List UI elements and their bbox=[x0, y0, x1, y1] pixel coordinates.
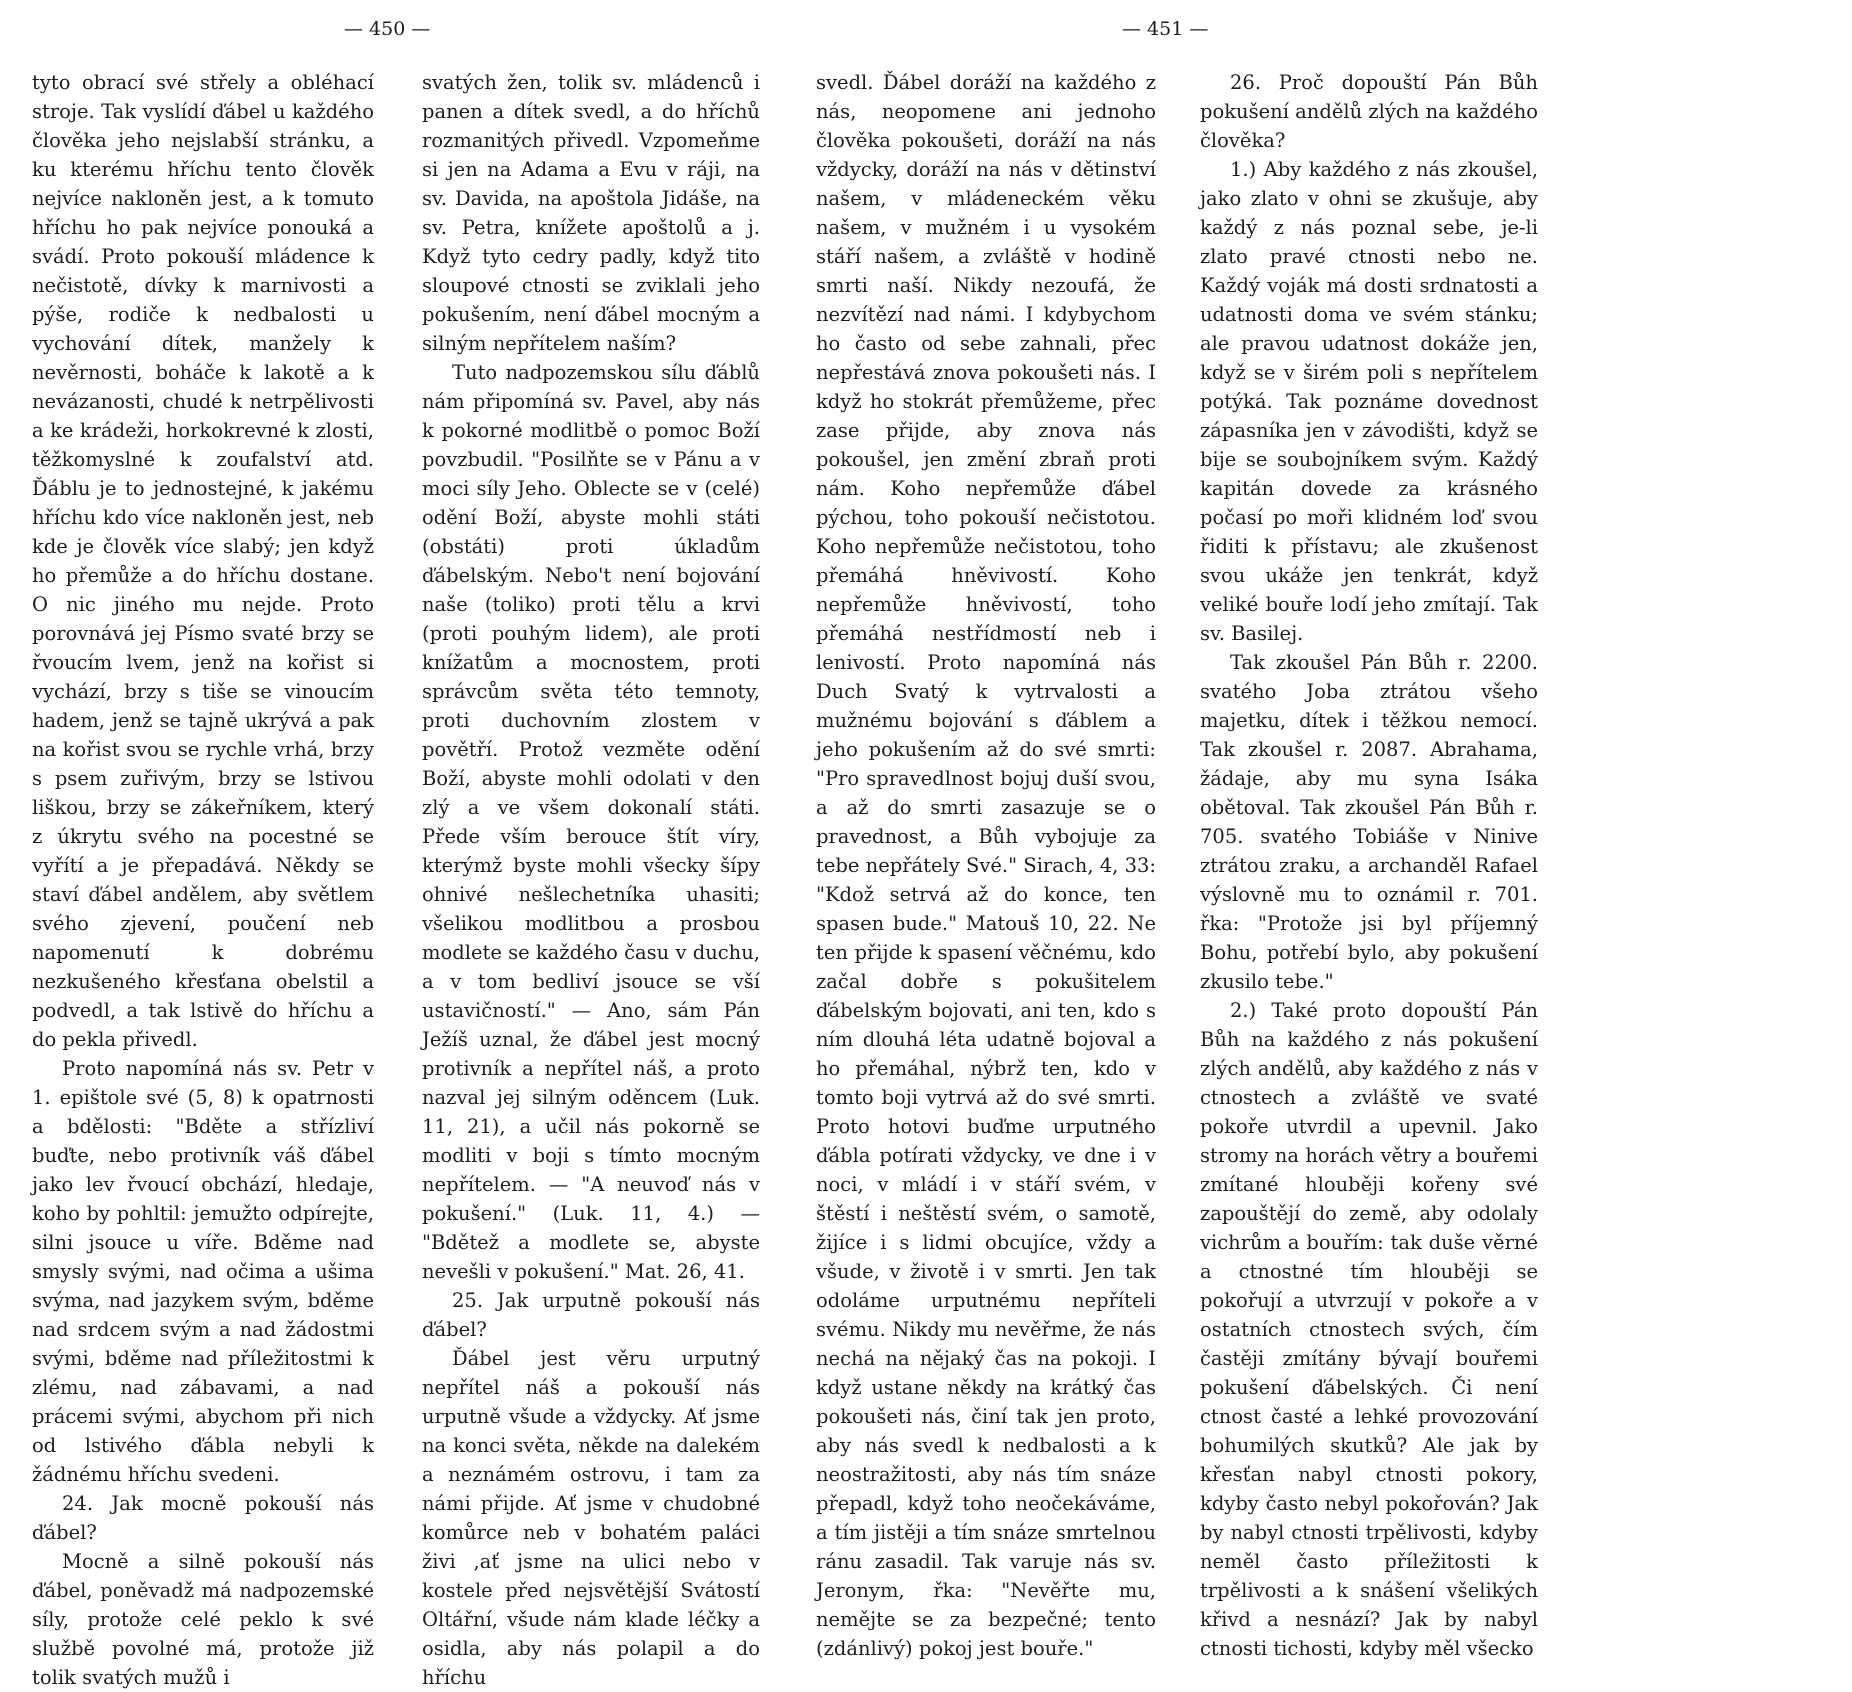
text-column-3 bbox=[816, 68, 1156, 1663]
page-number-right: — 451 — bbox=[1122, 18, 1209, 40]
question-heading: 26. Proč dopouští Pán Bůh pokušení andělů zlých na každého člověka? bbox=[1200, 71, 1538, 152]
question-heading: 24. Jak mocně pokouší nás ďábel? bbox=[32, 1492, 374, 1544]
page-number-left: — 450 — bbox=[344, 18, 431, 40]
paragraph: Tak zkoušel Pán Bůh r. 2200. svatého Joba ztrátou všeho majetku, dítek i těžkou nemocí. Tak zkoušel r. 2087. Abrahama, žádaje, aby mu syna Isáka obětoval. Tak zkoušel Pán Bůh r. 705. svatého Tobiáše v Ninive ztrátou zraku, a archanděl Rafael výslovně mu to oznámil r. 701. řka: "Protože jsi byl příjemný Bohu, potřebí bylo, aby pokušení zkusilo tebe." bbox=[1200, 651, 1538, 993]
text-column-1 bbox=[32, 68, 374, 1692]
paragraph: svedl. Ďábel doráží na každého z nás, neopomene ani jednoho člověka pokoušeti, doráží na nás vždycky, doráží na nás v dětinství našem, v mládeneckém věku našem, v mužném i u vysokém stáří našem, a zvláště v hodině smrti naší. Nikdy nezoufá, že nezvítězí nad námi. I kdybychom ho často od sebe zahnali, přec nepřestává znova pokoušeti nás. I když ho stokrát přemůžeme, přec zase přijde, aby znova nás pokoušel, jen změní zbraň proti nám. Koho nepřemůže ďábel pýchou, toho pokouší nečistotou. Koho nepřemůže nečistotou, toho přemáhá hněvivostí. Koho nepřemůže hněvivostí, toho přemáhá nestřídmostí neb i lenivostí. Proto napomíná nás Duch Svatý k vytrvalosti a mužnému bojování s ďáblem a jeho pokušením až do své smrti: "Pro spravedlnost bojuj duší svou, a až do smrti zasazuje se o pravednost, a Bůh vybojuje za tebe nepřátely Své." Sirach, 4, 33: "Kdož setrvá až do konce, ten spasen bude." Matouš 10, 22. Ne ten přijde k spasení věčnému, kdo začal dobře s pokušitelem ďábelským bojovati, ani ten, kdo s ním dlouhá léta udatně bojoval a ho přemáhal, nýbrž ten, kdo v tomto boji vytrvá až do své smrti. Proto hotovi buďme urputného ďábla potírati vždycky, ve dne i v noci, v mládí i v stáří svém, v štěstí i neštěstí svém, o samotě, žijíce i s lidmi obcujíce, vždy a všude, v životě i v smrti. Jen tak odoláme urputnému nepříteli svému. Nikdy mu nevěřme, že nás nechá na nějaký čas na pokoji. I když ustane někdy na krátký čas pokoušeti nás, činí tak jen proto, aby nás svedl k nedbalosti a k neostražitosti, aby nás tím snáze přepadl, když toho neočekáváme, a tím jistěji a tím snáze smrtelnou ránu zasadil. Tak varuje nás sv. Jeronym, řka: "Nevěřte mu, nemějte se za bezpečné; tento (zdánlivý) pokoj jest bouře." bbox=[816, 71, 1156, 1660]
paragraph: Tuto nadpozemskou sílu ďáblů nám připomíná sv. Pavel, aby nás k pokorné modlitbě o pomoc Boží povzbudil. "Posilňte se v Pánu a v moci síly Jeho. Oblecte se v (celé) odění Boží, abyste mohli státi (obstáti) proti úkladům ďábelským. Nebo't není bojování naše (toliko) proti tělu a krvi (proti pouhým lidem), ale proti knížatům a mocnostem, proti správcům světa této temnoty, proti duchovním zlostem v povětří. Protož vezměte odění Boží, abyste mohli odolati v den zlý a ve všem dokonalí státi. Přede vším berouce štít víry, kterýmž byste mohli všecky šípy ohnivé nešlechetníka uhasiti; všelikou modlitbou a prosbou modlete se každého času v duchu, a v tom bedliví jsouce se vší ustavičností." — Ano, sám Pán Ježíš uznal, že ďábel jest mocný protivník a nepřítel náš, a proto nazval jej silným oděncem (Luk. 11, 21), a učil nás pokorně se modliti v boji s tímto mocným nepřítelem. — "A neuvoď nás v pokušení." (Luk. 11, 4.) — "Bdětež a modlete se, abyste nevešli v pokušení." Mat. 26, 41. bbox=[422, 361, 760, 1283]
paragraph: Mocně a silně pokouší nás ďábel, poněvadž má nadpozemské síly, protože celé peklo k své službě povolné má, protože již tolik svatých mužů i bbox=[32, 1550, 374, 1689]
paragraph: Proto napomíná nás sv. Petr v 1. epištole své (5, 8) k opatrnosti a bdělosti: "Bděte a střízliví buďte, nebo protivník váš ďábel jako lev řvoucí obchází, hledaje, koho by pohltil: jemužto odpírejte, silni jsouce u víře. Bděme nad smysly svými, nad očima a ušima svýma, nad jazykem svým, bděme nad srdcem svým a nad žádostmi svými, bděme nad příležitostmi k zlému, nad zábavami, a nad prácemi svými, abychom při nich od lstivého ďábla nebyli k žádnému hříchu svedeni. bbox=[32, 1057, 374, 1486]
paragraph: 2.) Také proto dopouští Pán Bůh na každého z nás pokušení zlých andělů, aby každého z nás v ctnostech a zvláště ve svaté pokoře utvrdil a upevnil. Jako stromy na horách větry a bouřemi zmítané hlouběji kořeny své zapouštějí do země, aby odolaly vichrům a bouřím: tak duše věrné a ctnostné tím hlouběji se pokořují a utvrzují v pokoře a v ostatních ctnostech svých, čím častěji zmítány bývají bouřemi pokušení ďábelských. Či není ctnost časté a lehké provozování bohumilých skutků? Ale jak by křesťan nabyl ctnosti pokory, kdyby často nebyl pokořován? Jak by nabyl ctnosti trpělivosti, kdyby neměl často příležitosti k trpělivosti a k snášení všelikých křivd a nesnází? Jak by nabyl ctnosti tichosti, kdyby měl všecko bbox=[1200, 999, 1538, 1660]
text-column-2 bbox=[422, 68, 760, 1692]
text-column-4 bbox=[1200, 68, 1538, 1663]
paragraph: tyto obrací své střely a obléhací stroje. Tak vyslídí ďábel u každého člověka jeho nejslabší stránku, a ku kterému hříchu tento člověk nejvíce nakloněn jest, a k tomuto hříchu ho pak nejvíce ponouká a svádí. Proto pokouší mládence k nečistotě, dívky k marnivosti a pýše, rodiče k nedbalosti u vychování dítek, manžely k nevěrnosti, boháče k lakotě a k nevázanosti, chudé k netrpělivosti a ke krádeži, horkokrevné k zlosti, těžkomyslné k zoufalství atd. Ďáblu je to jednostejné, k jakému hříchu kdo více nakloněn jest, neb kde je člověk více slabý; jen když ho přemůže a do hříchu dostane. O nic jiného mu nejde. Proto porovnává jej Písmo svaté brzy se řvoucím lvem, jenž na kořist si vychází, brzy s tiše se vinoucím hadem, jenž se tajně ukrývá a pak na kořist svou se rychle vrhá, brzy s psem zuřivým, brzy se lstivou liškou, brzy se zákeřníkem, který z úkrytu svého na pocestné se vyřítí a je přepadává. Někdy se staví ďábel andělem, aby světlem svého zjevení, poučení neb napomenutí k dobrému nezkušeného křesťana obelstil a podvedl, a tak lstivě do hříchu a do pekla přivedl. bbox=[32, 71, 374, 1051]
paragraph: svatých žen, tolik sv. mládenců i panen a dítek svedl, a do hříchů rozmanitých přivedl. Vzpomeňme si jen na Adama a Evu v ráji, na sv. Davida, na apoštola Jidáše, na sv. Petra, knížete apoštolů a j. Když tyto cedry padly, když tito sloupové ctnosti se zviklali jeho pokušením, není ďábel mocným a silným nepřítelem naším? bbox=[422, 71, 760, 355]
paragraph: Ďábel jest věru urputný nepřítel náš a pokouší nás urputně všude a vždycky. Ať jsme na konci světa, někde na dalekém a neznámém ostrovu, i tam za námi přijde. Ať jsme v chudobné komůrce neb v bohatém paláci živi ,ať jsme na ulici nebo v kostele před nejsvětější Svátostí Oltářní, všude nám klade léčky a osidla, aby nás polapil a do hříchu bbox=[422, 1347, 760, 1689]
paragraph: 1.) Aby každého z nás zkoušel, jako zlato v ohni se zkušuje, aby každý z nás poznal sebe, je-li zlato pravé ctnosti nebo ne. Každý voják má dosti srdnatosti a udatnosti doma ve svém stánku; ale pravou udatnost dokáže jen, když se v širém poli s nepřítelem potýká. Tak poznáme dovednost zápasníka jen v závodišti, když se bije se soubojníkem svým. Každý kapitán dovede za krásného počasí po moři klidném loď svou řiditi k přístavu; ale zkušenost svou ukáže jen tenkrát, když veliké bouře lodí jeho zmítají. Tak sv. Basilej. bbox=[1200, 158, 1538, 645]
question-heading: 25. Jak urputně pokouší nás ďábel? bbox=[422, 1289, 760, 1341]
